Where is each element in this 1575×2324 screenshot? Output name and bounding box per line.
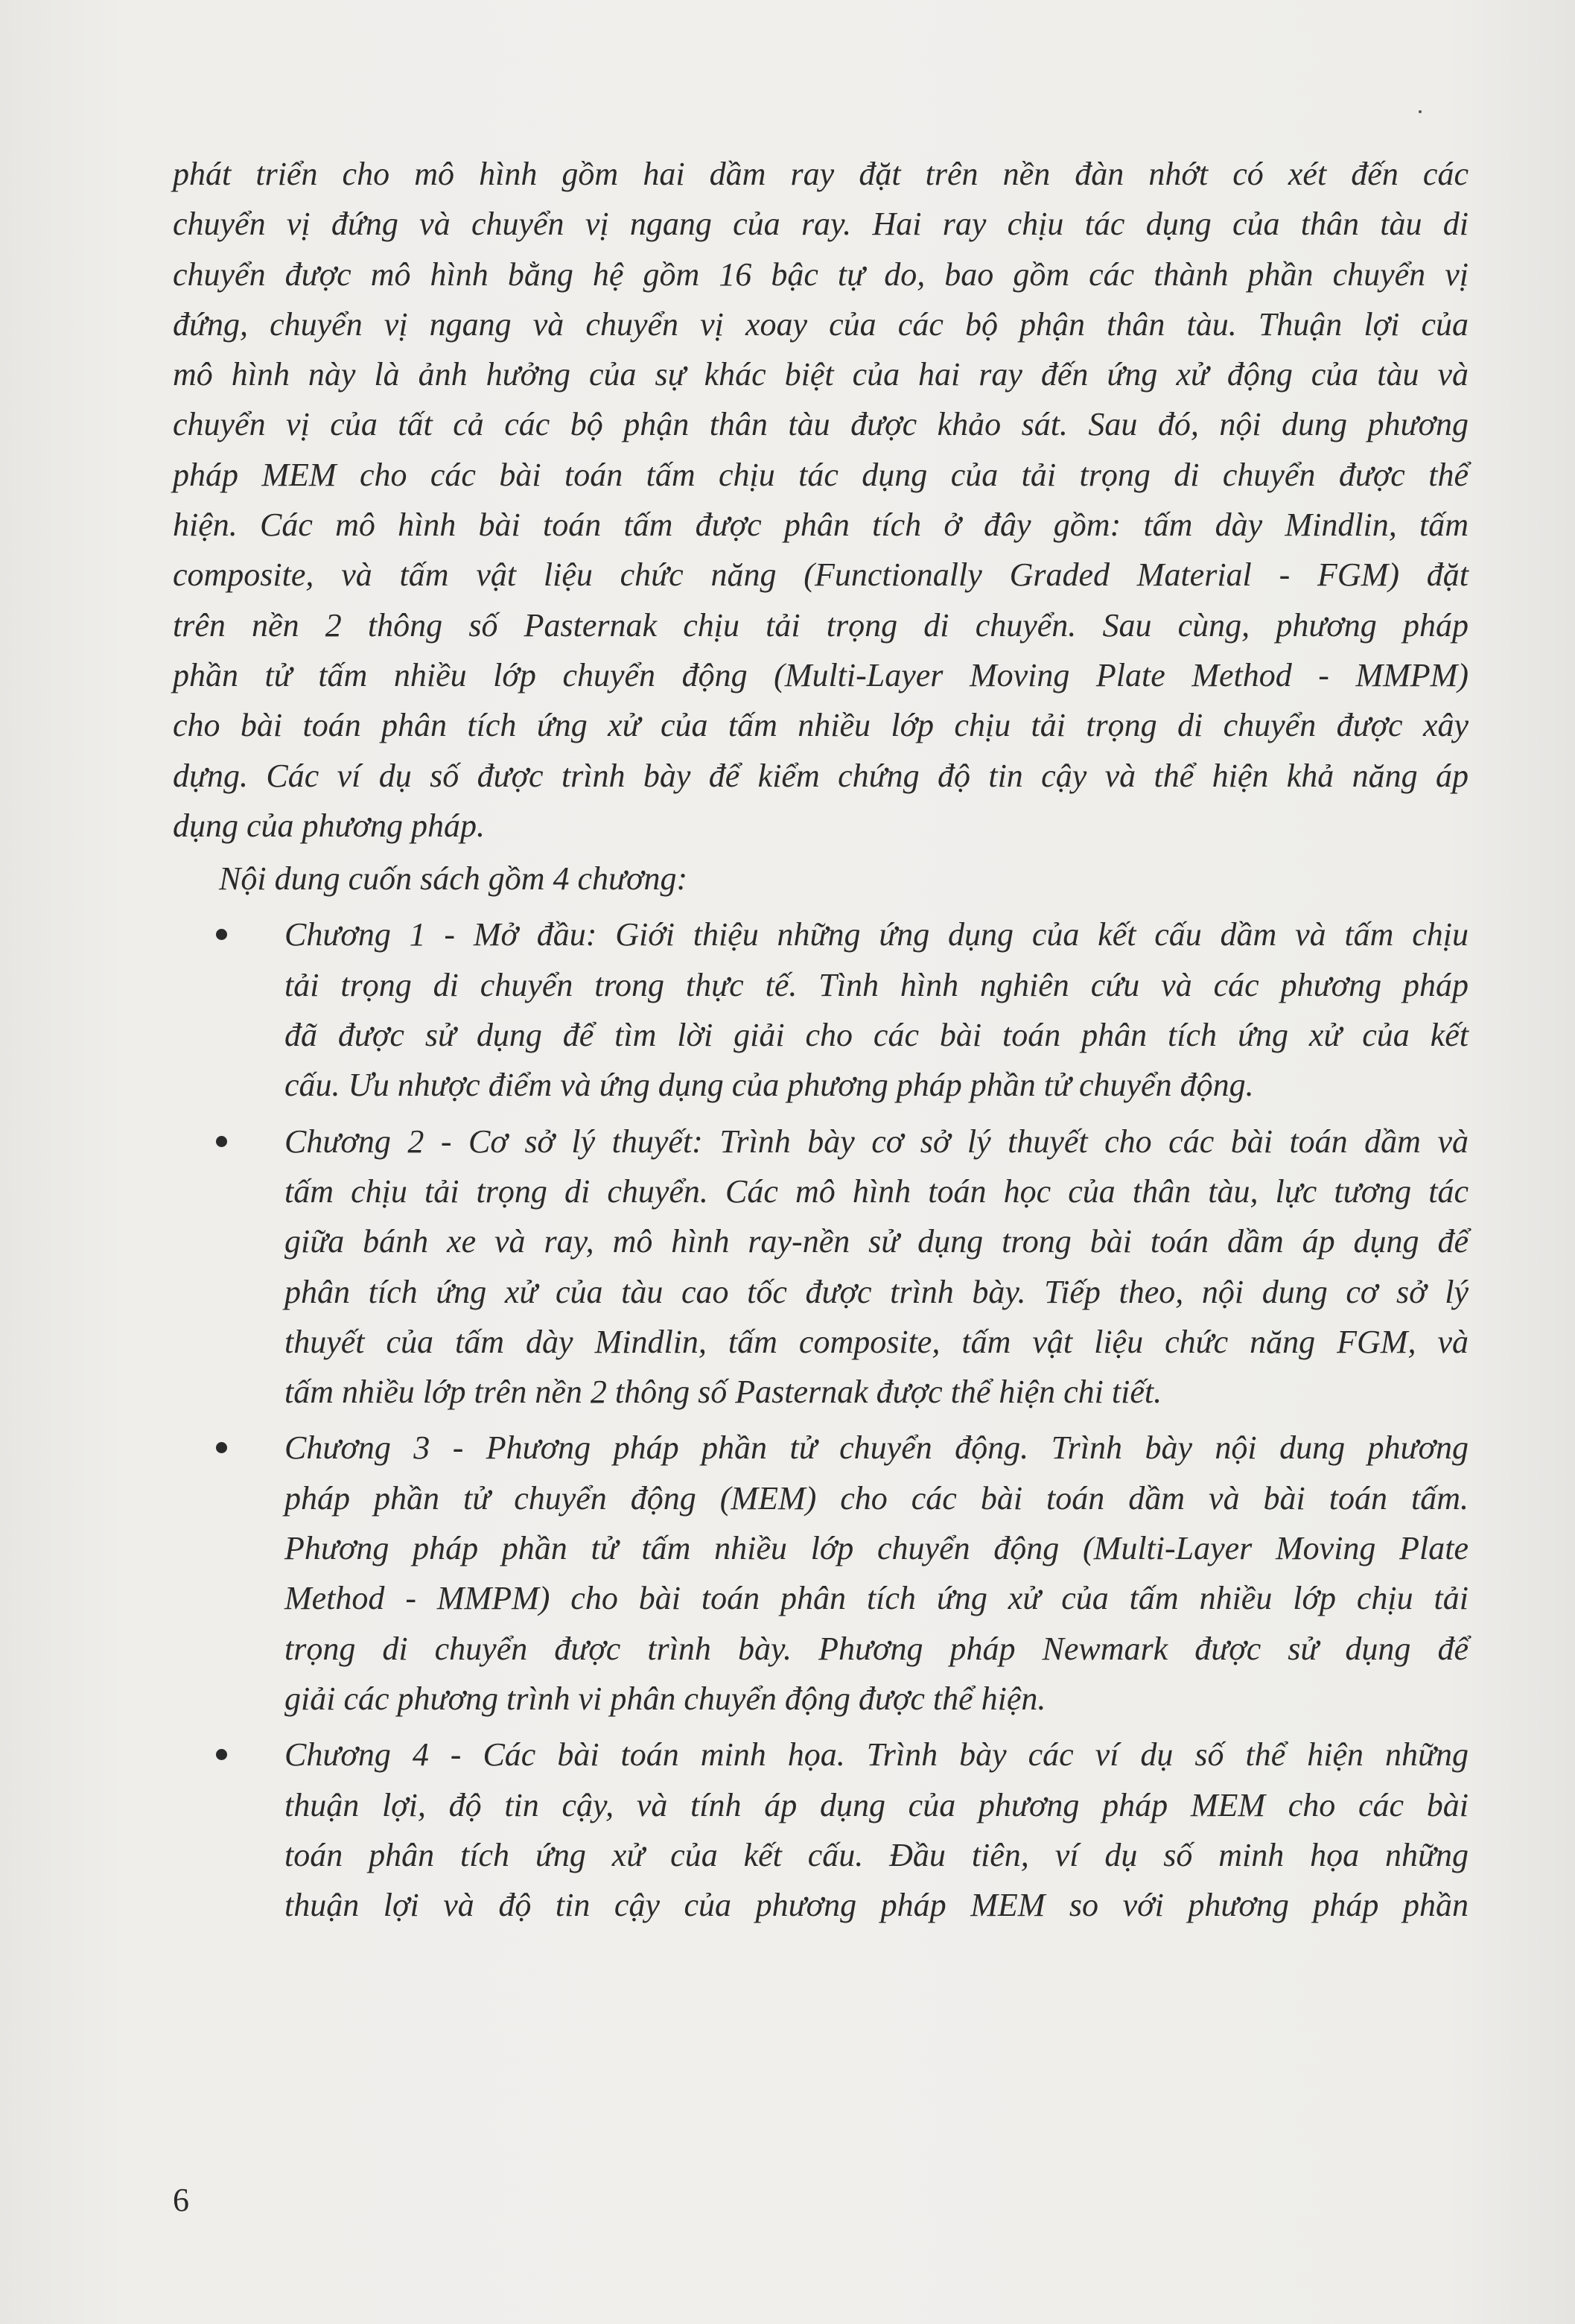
text-line: phát triển cho mô hình gồm hai dầm ray đặt trên nền đàn nhớt có xét đến các (173, 156, 1469, 192)
text-line: Chương 4 - Các bài toán minh họa. Trình bày các ví dụ số thể hiện những (284, 1736, 1469, 1774)
text-line: cấu. Ưu nhược điểm và ứng dụng của phương pháp phần tử chuyển động. (284, 1067, 1254, 1104)
text-line: thuyết của tấm dày Mindlin, tấm composite, tấm vật liệu chức năng FGM, và (284, 1323, 1469, 1360)
text-line: pháp MEM cho các bài toán tấm chịu tác dụng của tải trọng di chuyển được thể (173, 456, 1469, 493)
text-line: chuyển vị đứng và chuyển vị ngang của ray. Hai ray chịu tác dụng của thân tàu di (173, 206, 1469, 243)
chapter-item (173, 1423, 1469, 1724)
text-line: Method - MMPM) cho bài toán phân tích ứng xử của tấm nhiều lớp chịu tải (284, 1580, 1469, 1617)
text-line: đứng, chuyển vị ngang và chuyển vị xoay của các bộ phận thân tàu. Thuận lợi của (173, 305, 1469, 343)
text-line: phân tích ứng xử của tàu cao tốc được trình bày. Tiếp theo, nội dung cơ sở lý (284, 1273, 1469, 1310)
text-line: chuyển được mô hình bằng hệ gồm 16 bậc tự do, bao gồm các thành phần chuyển vị (173, 255, 1469, 293)
chapters-intro: Nội dung cuốn sách gồm 4 chương: (219, 860, 688, 898)
text-line: Chương 1 - Mở đầu: Giới thiệu những ứng dụng của kết cấu dầm và tấm chịu (284, 916, 1469, 953)
text-line: dụng của phương pháp. (173, 807, 486, 844)
text-line: Chương 3 - Phương pháp phần tử chuyển động. Trình bày nội dung phương (284, 1429, 1469, 1467)
print-speck (1419, 110, 1422, 113)
text-line: trọng di chuyển được trình bày. Phương pháp Newmark được sử dụng để (284, 1630, 1469, 1667)
text-line: Phương pháp phần tử tấm nhiều lớp chuyển động (Multi-Layer Moving Plate (284, 1530, 1469, 1567)
text-line: tấm chịu tải trọng di chuyển. Các mô hình toán học của thân tàu, lực tương tác (284, 1172, 1469, 1210)
text-line: thuận lợi, độ tin cậy, và tính áp dụng của phương pháp MEM cho các bài (284, 1786, 1469, 1823)
text-line: giải các phương trình vi phân chuyển động được thể hiện. (284, 1680, 1046, 1717)
text-line: pháp phần tử chuyển động (MEM) cho các bài toán dầm và bài toán tấm. (284, 1479, 1469, 1517)
paragraph-continuation (173, 149, 1469, 851)
text-line: Chương 2 - Cơ sở lý thuyết: Trình bày cơ sở lý thuyết cho các bài toán dầm và (284, 1123, 1469, 1160)
bullet-icon (216, 1749, 227, 1760)
text-line: cho bài toán phân tích ứng xử của tấm nhiều lớp chịu tải trọng di chuyển được xây (173, 707, 1469, 744)
text-line: tấm nhiều lớp trên nền 2 thông số Pasternak được thể hiện chi tiết. (284, 1374, 1162, 1411)
text-line: toán phân tích ứng xử của kết cấu. Đầu tiên, ví dụ số minh họa những (284, 1836, 1469, 1873)
text-line: tải trọng di chuyển trong thực tế. Tình hình nghiên cứu và các phương pháp (284, 966, 1469, 1003)
chapter-item (173, 1117, 1469, 1417)
text-line: thuận lợi và độ tin cậy của phương pháp MEM so với phương pháp phần (284, 1887, 1469, 1924)
chapter-item (173, 1730, 1469, 1930)
page-body (173, 149, 1469, 1936)
bullet-icon (216, 1442, 227, 1453)
bullet-icon (216, 929, 227, 940)
text-line: chuyển vị của tất cả các bộ phận thân tàu được khảo sát. Sau đó, nội dung phương (173, 406, 1469, 443)
text-line: trên nền 2 thông số Pasternak chịu tải trọng di chuyển. Sau cùng, phương pháp (173, 606, 1469, 644)
text-line: giữa bánh xe và ray, mô hình ray-nền sử dụng trong bài toán dầm áp dụng để (284, 1223, 1469, 1260)
bullet-icon (216, 1136, 227, 1147)
text-line: dựng. Các ví dụ số được trình bày để kiểm chứng độ tin cậy và thể hiện khả năng áp (173, 757, 1469, 794)
text-line: mô hình này là ảnh hưởng của sự khác biệt của hai ray đến ứng xử động của tàu và (173, 356, 1469, 393)
chapter-list (173, 909, 1469, 1930)
text-line: đã được sử dụng để tìm lời giải cho các bài toán phân tích ứng xử của kết (284, 1017, 1469, 1054)
page-number: 6 (173, 2182, 189, 2218)
text-line: hiện. Các mô hình bài toán tấm được phân tích ở đây gồm: tấm dày Mindlin, tấm (173, 507, 1469, 544)
text-line: phần tử tấm nhiều lớp chuyển động (Multi-Layer Moving Plate Method - MMPM) (173, 656, 1469, 693)
chapter-item (173, 909, 1469, 1110)
text-line: composite, và tấm vật liệu chức năng (Functionally Graded Material - FGM) đặt (173, 556, 1469, 594)
